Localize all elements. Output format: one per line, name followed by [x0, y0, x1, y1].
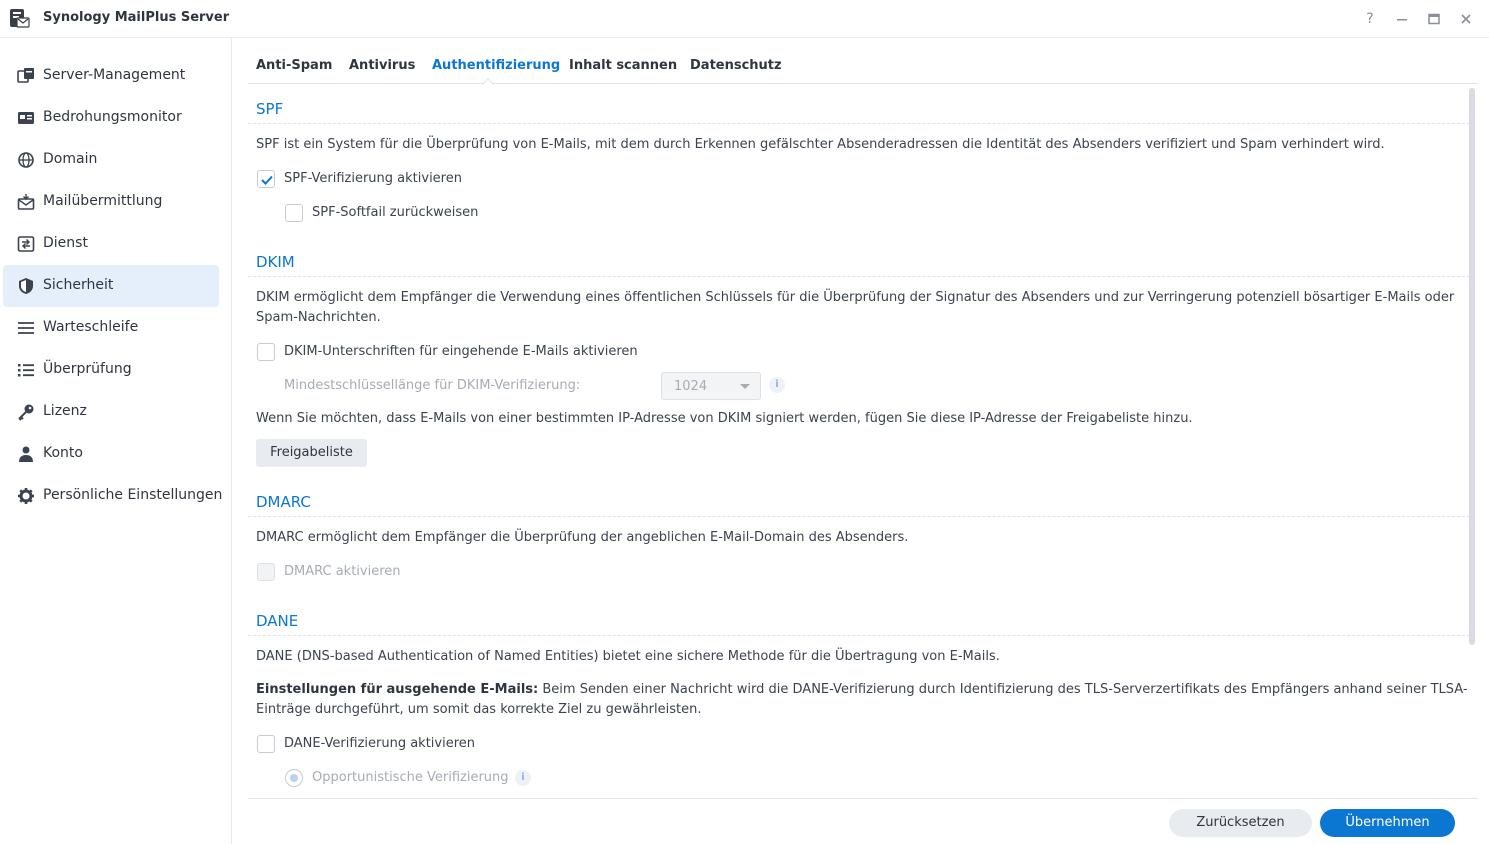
whitelist-button[interactable]: Freigabeliste: [256, 439, 367, 467]
spf-softfail-checkbox[interactable]: [285, 204, 303, 222]
key-icon: [17, 403, 35, 421]
sidebar-item-label: Persönliche Einstellungen: [43, 487, 223, 503]
dkim-keylength-value: 1024: [674, 379, 708, 394]
server-icon: [17, 67, 35, 85]
spf-enable-checkbox[interactable]: [257, 170, 275, 188]
dkim-keylength-label: Mindestschlüssellänge für DKIM-Verifizierung:: [284, 378, 581, 393]
sidebar-item-label: Mailübermittlung: [43, 193, 163, 209]
footer-divider: [248, 798, 1478, 799]
sidebar-item-label: Domain: [43, 151, 98, 167]
sidebar-item-label: Warteschleife: [43, 319, 139, 335]
app-title: Synology MailPlus Server: [43, 10, 230, 25]
dkim-keylength-select[interactable]: [661, 372, 761, 400]
dkim-enable-checkbox[interactable]: [257, 343, 275, 361]
title-bar: [0, 0, 1489, 38]
spf-softfail-label: SPF-Softfail zurückweisen: [312, 205, 479, 220]
queue-icon: [17, 319, 35, 337]
close-icon[interactable]: [1456, 9, 1476, 29]
gear-icon: [17, 487, 35, 505]
mailplus-logo-icon: [9, 7, 31, 29]
reset-button[interactable]: Zurücksetzen: [1169, 809, 1312, 837]
maximize-icon[interactable]: [1424, 9, 1444, 29]
section-divider: [248, 635, 1470, 636]
opportunistic-label: Opportunistische Verifizierung: [312, 770, 509, 785]
sidebar-item-label: Dienst: [43, 235, 88, 251]
tab-content-scan[interactable]: Inhalt scannen: [569, 58, 678, 73]
dane-outgoing-heading: Einstellungen für ausgehende E-Mails:: [256, 682, 539, 697]
tab-authentication[interactable]: Authentifizierung: [432, 58, 561, 73]
spf-section-title: SPF: [256, 100, 284, 118]
help-icon[interactable]: ?: [1366, 11, 1374, 27]
apply-button[interactable]: Übernehmen: [1320, 809, 1455, 837]
dmarc-section-title: DMARC: [256, 493, 311, 511]
dmarc-enable-label: DMARC aktivieren: [284, 564, 401, 579]
sidebar: [0, 38, 232, 844]
dkim-section-title: DKIM: [256, 253, 295, 271]
sidebar-item-server-management[interactable]: [3, 55, 219, 97]
sidebar-item-mail-delivery[interactable]: [3, 181, 219, 223]
dane-enable-label: DANE-Verifizierung aktivieren: [284, 736, 476, 751]
section-divider: [248, 276, 1470, 277]
sidebar-item-security[interactable]: [3, 265, 219, 307]
service-icon: [17, 235, 35, 253]
sidebar-item-label: Konto: [43, 445, 83, 461]
dkim-enable-label: DKIM-Unterschriften für eingehende E-Mails aktivieren: [284, 344, 638, 359]
tab-anti-spam[interactable]: Anti-Spam: [256, 58, 333, 73]
scrollbar[interactable]: [1469, 88, 1475, 645]
info-icon[interactable]: i: [515, 770, 531, 786]
sidebar-item-label: Überprüfung: [43, 361, 132, 377]
sidebar-item-domain[interactable]: [3, 139, 219, 181]
checkmark-icon: [259, 172, 275, 188]
list-icon: [17, 361, 35, 379]
user-icon: [17, 445, 35, 463]
shield-icon: [17, 277, 35, 295]
sidebar-item-label: Server-Management: [43, 67, 186, 83]
dane-enable-checkbox[interactable]: [257, 735, 275, 753]
settings-panel: [248, 85, 1470, 798]
globe-icon: [17, 151, 35, 169]
minimize-icon[interactable]: [1392, 9, 1412, 29]
sidebar-item-audit[interactable]: [3, 349, 219, 391]
sidebar-item-label: Bedrohungsmonitor: [43, 109, 182, 125]
sidebar-item-label: Sicherheit: [43, 277, 114, 293]
dane-outgoing-settings: [256, 680, 1468, 720]
sidebar-item-service[interactable]: [3, 223, 219, 265]
dane-outgoing-text: Beim Senden einer Nachricht wird die DANE-Verifizierung durch Identifizierung des TLS-Serverzertifikats des Empfängers anhand seiner TLSA-Einträge durchgeführt, um somit das korrekte Ziel zu gewährleisten.: [256, 682, 1468, 717]
sidebar-item-account[interactable]: [3, 433, 219, 475]
tab-bar: [248, 38, 1478, 84]
mail-delivery-icon: [17, 193, 35, 211]
dane-section-title: DANE: [256, 612, 299, 630]
sidebar-item-license[interactable]: [3, 391, 219, 433]
sidebar-item-personal-settings[interactable]: [3, 475, 223, 517]
dmarc-description: DMARC ermöglicht dem Empfänger die Überprüfung der angeblichen E-Mail-Domain des Absenders.: [256, 530, 909, 545]
opportunistic-radio[interactable]: [285, 769, 303, 787]
spf-description: SPF ist ein System für die Überprüfung von E-Mails, mit dem durch Erkennen gefälschter Absenderadressen die Identität des Absenders verifiziert und Spam verhindert wird.: [256, 137, 1385, 152]
dane-description: DANE (DNS-based Authentication of Named Entities) bietet eine sichere Methode für die Übertragung von E-Mails.: [256, 649, 1000, 664]
chevron-down-icon: [740, 384, 750, 389]
active-tab-indicator: [482, 77, 494, 85]
sidebar-item-label: Lizenz: [43, 403, 87, 419]
spf-enable-label: SPF-Verifizierung aktivieren: [284, 171, 462, 186]
tab-privacy[interactable]: Datenschutz: [690, 58, 782, 73]
sidebar-item-queue[interactable]: [3, 307, 219, 349]
section-divider: [248, 516, 1470, 517]
tab-antivirus[interactable]: Antivirus: [349, 58, 416, 73]
dkim-whitelist-note: Wenn Sie möchten, dass E-Mails von einer bestimmten IP-Adresse von DKIM signiert werden, fügen Sie diese IP-Adresse der Freigabeliste hinzu.: [256, 411, 1193, 426]
dmarc-enable-checkbox[interactable]: [257, 563, 275, 581]
sidebar-item-threat-monitor[interactable]: [3, 97, 219, 139]
section-divider: [248, 123, 1470, 124]
dkim-description: DKIM ermöglicht dem Empfänger die Verwendung eines öffentlichen Schlüssels für die Überprüfung der Signatur des Absenders und zur Verringerung potenziell bösartiger E-Mails oder Spam-Nachrichten.: [256, 290, 1455, 325]
monitor-icon: [17, 109, 35, 127]
info-icon[interactable]: i: [769, 377, 785, 393]
